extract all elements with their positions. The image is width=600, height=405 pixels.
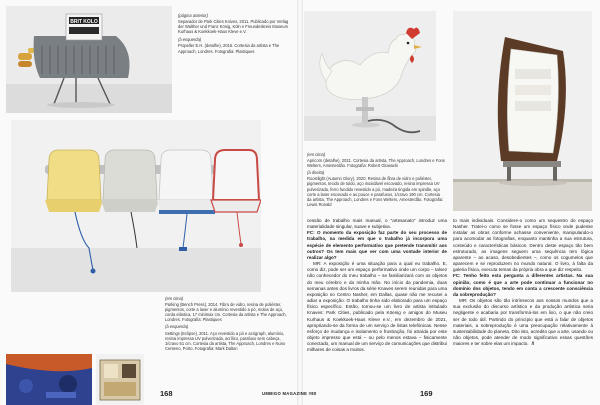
body-paragraph: cessão de trabalho mais manual, o “artesanato” introduz uma materialidade singular, suave e subjetiva. bbox=[307, 218, 447, 230]
body-column-1 bbox=[307, 218, 447, 353]
photo-propeller bbox=[6, 6, 172, 113]
magazine-name: UMBIGO MAGAZINE #80 bbox=[262, 391, 317, 396]
rooster-artwork bbox=[304, 11, 436, 141]
caption-text: Parking (Bench Press), 2014. Fibra de vidro, resina de poliéster, pigmentos, corte a laser e alumínio revestido a pó, molas de aço, corda elástica, 17 minimax cm. Cortesia da artista e The Approach, Londres. Fotografia: Plastiques bbox=[165, 302, 287, 323]
photo-settings-eclipse bbox=[6, 354, 92, 405]
page-number-right: 169 bbox=[420, 389, 433, 398]
photo-settings-detail bbox=[96, 354, 144, 405]
body-paragraph: MR: A exposição é uma situação para a qual eu trabalho. E, como diz, pode ser um espaço performativo onde um corpo – talvez não conhecedor do meu trabalho – se familiarizará com os objetos do meu cérebro e da minha mão. No início da pandemia, duas semanas antes dos livros da série Knaves serem reunidas para uma exposição no Centro Nasher, em Dallas, quase não me recusei a adiar a exposição. O trabalho tinha sido elaborado para um espaço físico específico. Então, tornou-se um livro de artista intitulado Knaves: Park Cities, publicado pela Köenig e amigos do Museu Kurhaus & Koekkoek-Haus Kleve e.V., em dezembro de 2021, apropriando-se da forma de um serviço de listas telefónicas. Nesse esforço de mudança e isolamento e frustração, foi atraída por este objeto impresso que está – ou pelo menos estava – fisicamente conectado, um manual de um serviço de comunicações que distribui milhares de coisas a muitos. bbox=[307, 261, 447, 353]
caption-top-left bbox=[178, 13, 290, 55]
article-end-mark: // bbox=[531, 341, 535, 347]
sign-line-1: BRIT KOLO bbox=[70, 19, 98, 25]
settings-artwork bbox=[96, 354, 144, 405]
caption-right bbox=[307, 152, 445, 208]
propeller-artwork bbox=[6, 6, 172, 113]
interview-question: FC: Tenho feito esta pergunta a diferentes artistas. Na sua opinião, como é que a arte pode continuar a funcionar no domínio dos objetos, tendo em conta a crescente consciência da sobreprodução? bbox=[453, 273, 593, 297]
caption-label: (página anterior) bbox=[178, 13, 209, 18]
eclipse-artwork bbox=[6, 354, 92, 405]
caption-label: (à esquerda) bbox=[178, 37, 202, 43]
caption-label: (em cima) bbox=[307, 152, 326, 157]
bench-artwork bbox=[11, 120, 261, 292]
caption-text: Propeller E.H. (detalhe), 2016. Cortesia da artista e The Approach, Londres. Fotografia: Plastiques bbox=[178, 43, 280, 54]
caption-text: Settings (Eclipse), 2011. Aço revestido a pó e acrigraph, alumínio, resina impressa UV pulverizada, acrílico, parafuso sem cabeça, 1/cravo 51 cm. Cortesia da artista, The Approach, Londres e Nuno Centeno, Porto. Fotografia: Mark Dalton bbox=[165, 330, 286, 351]
spine-gutter bbox=[297, 0, 303, 405]
page-number-left: 168 bbox=[160, 389, 173, 398]
body-paragraph: MR: Os objetos são tão intrínsecos aos nossos mundos que a sua exclusão do discurso artístico e da produção artística seria negligente e acabaria por transformá-los em lixo, o que não creio ser de todo útil. Partindo do princípio que está a falar de objetos materiais, a sobreprodução é uma preocupação relativamente à sustentabilidade do planeta. Dito isto, acredito que a arte, usando ou não objetos, pode atender de modo significativo essas questões maiores e ter sobre elas um impacto. // bbox=[453, 298, 593, 347]
caption-label: (em cima) bbox=[165, 296, 184, 301]
caption-text: Roostlight (Autumn Glory), 2020. Resina de fibra de vidro e poliéster, pigmentos, tecido de toldo, aço inoxidável escovado, resina impressa UV pulverizada, ferro fundido revestido a pó, madeira tingida em spindle, aço corte a laser escovado e ao pouce e parafusos, 1/cravo 190 cm. Cortesia da artista, The Approach, Londres e Fons Welters, Amesterdão. Fotografia: Lewis Ronald bbox=[307, 176, 444, 207]
caption-text: Apricorn (detalhe), 2021. Cortesia da artista, The Approach, Londres e Fons Welters, Amesterdão. Fotografia: Robert Glowacki bbox=[307, 158, 445, 169]
photo-parking-bench bbox=[11, 120, 261, 292]
body-column-2 bbox=[453, 218, 593, 347]
body-paragraph: to mais individuais. Considere-o como um sequestro do espaço Nasher. Tratei-o como se fosse um espaço físico onde pudesse instalar as obras conforme achasse conveniente, manipulando-o para acomodar as fotografias, enquanto mantinha a sua estrutura, conteúdo e características básicos. Dentro deste espaço tão bem estruturado, as imagens seguem uma sequência tem lógica aparente – ao acaso, desobedientes –, como os cogumelos que aparecem e se reproduzem no mundo natural. O livro, à falta da galeria física, executa temas da própria obra a que diz respeito. bbox=[453, 218, 593, 273]
photo-roostlight bbox=[453, 11, 592, 211]
caption-label: (à esquerda) bbox=[165, 324, 189, 330]
caption-label: (à direita) bbox=[307, 170, 325, 176]
caption-text: Separador de Park Cities Knives, 2011. Publicado por Verlag der Walther und Franz König, Köln e Freundeskreis Museum Kurhaus & Koekkoek-Haus Kleve e.V. bbox=[178, 19, 289, 35]
photo-rooster bbox=[304, 11, 436, 141]
roostlight-artwork bbox=[453, 11, 592, 211]
caption-bottom-left bbox=[165, 296, 293, 352]
interview-question: FC: O momento da exposição faz parte do seu processo de trabalho, na medida em que o trabalho já incorpora uma espécie de elemento performativo que pretende transmitir aos outros? Os tem mais que ver com uma vontade interior de realizar algo? bbox=[307, 230, 447, 260]
